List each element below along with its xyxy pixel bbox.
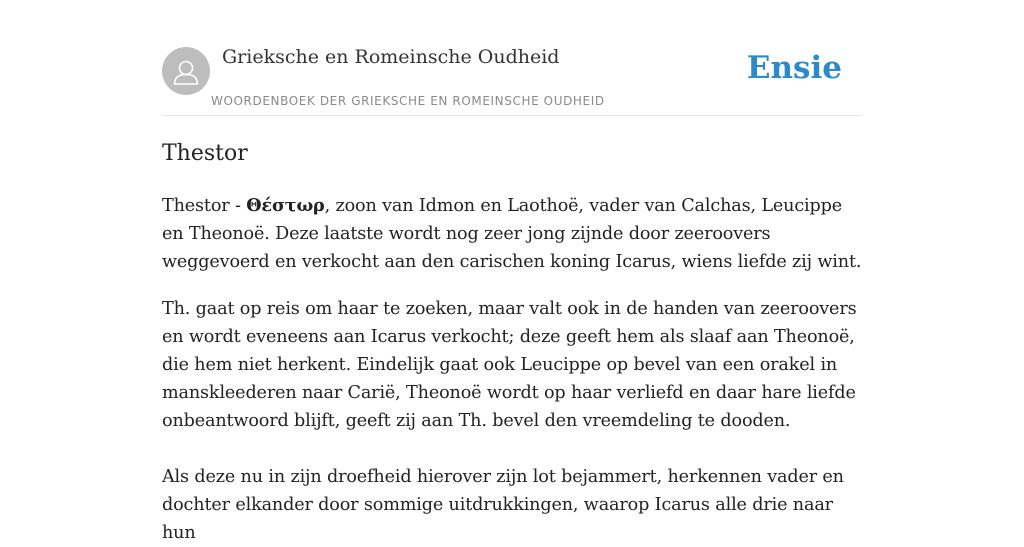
entry-content	[162, 138, 862, 547]
brand-logo[interactable]: Ensie	[746, 50, 842, 86]
header-divider	[162, 115, 862, 116]
entry-paragraph-1-text: , zoon van Idmon en Laothoë, vader van Calchas, Leucippe en Theonoë. Deze laatste wordt nog zeer jong zijnde door zeeroovers weggevoerd en verkocht aan den carischen koning Icarus, wiens liefde zij wint.	[162, 196, 862, 272]
entry-paragraph-1	[162, 192, 862, 276]
site-subtitle: WOORDENBOEK DER GRIEKSCHE EN ROMEINSCHE OUDHEID	[211, 94, 605, 108]
site-header	[162, 44, 862, 116]
entry-title: Thestor	[162, 141, 248, 166]
greek-name: Θέστωρ	[246, 195, 325, 216]
user-icon[interactable]	[162, 47, 210, 95]
site-title[interactable]: Grieksche en Romeinsche Oudheid	[222, 46, 560, 68]
entry-paragraph-2: Th. gaat op reis om haar te zoeken, maar valt ook in de handen van zeeroovers en wordt eveneens aan Icarus verkocht; deze geeft hem als slaaf aan Theonoë, die hem niet herkent. Eindelijk gaat ook Leucippe op bevel van een orakel in manskleederen naar Carië, Theonoë wordt op haar verliefd en daar hare liefde onbeantwoord blijft, geeft zij aan Th. bevel den vreemdeling te dooden.	[162, 299, 857, 431]
entry-paragraph-3: Als deze nu in zijn droefheid hierover zijn lot bejammert, herkennen vader en dochter elkander door sommige uitdrukkingen, waarop Icarus alle drie naar hun	[162, 467, 844, 543]
entry-lead: Thestor -	[162, 196, 247, 216]
